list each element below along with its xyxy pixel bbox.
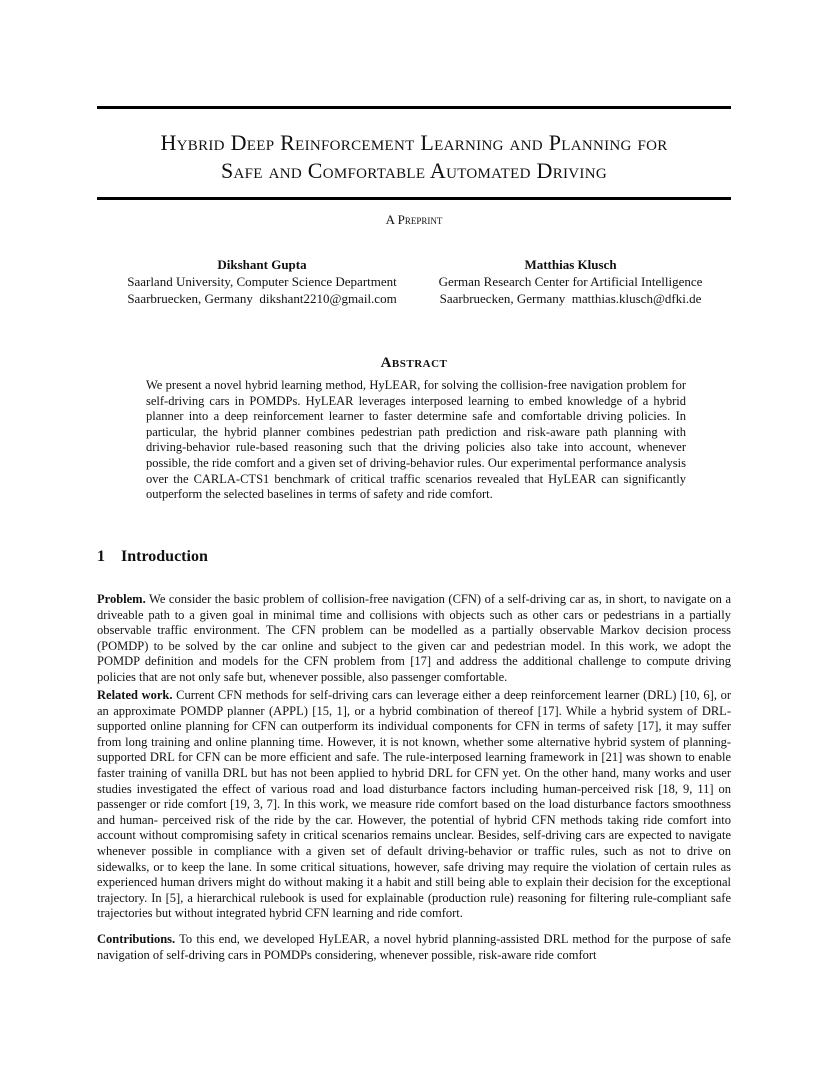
section-title: Introduction xyxy=(121,548,208,565)
author-name: Dikshant Gupta xyxy=(217,257,307,272)
paragraph-contributions xyxy=(97,932,731,963)
author-block-1 xyxy=(97,256,427,307)
paragraph-text: We consider the basic problem of collision-free navigation (CFN) of a self-driving car as, in short, to navigate on a driveable path to a given goal in minimal time and collisions with objects such as other cars or pedestrians in a partially observable traffic environment. The CFN problem can be modelled as a partially observable Markov decision process (POMDP) to be solved by the car online and subject to the given car and pedestrian model. In this work, we adopt the POMDP definition and models for the CFN problem from [17] and address the additional challenge to compute driving policies that are not only safe but, whenever possible, also passenger comfortable. xyxy=(97,592,731,684)
abstract-heading xyxy=(0,355,828,372)
section-heading xyxy=(97,548,208,566)
title-bottom-rule xyxy=(97,197,731,200)
author-affiliation: German Research Center for Artificial Intelligence xyxy=(438,274,703,289)
paper-title-line-2 xyxy=(97,156,731,186)
author-block-2 xyxy=(418,256,723,307)
abstract-body: We present a novel hybrid learning method, HyLEAR, for solving the collision-free navigation problem for self-driving cars in POMDPs. HyLEAR leverages interposed learning to embed knowledge of a hybrid planner into a deep reinforcement learner to faster determine safe and comfortable driving policies. In particular, the hybrid planner combines pedestrian path prediction and risk-aware path planning with driving-behavior rule-based reasoning such that the driving policies also take into account, whenever possible, the ride comfort and a given set of driving-behavior rules. Our experimental performance analysis over the CARLA-CTS1 benchmark of critical traffic scenarios revealed that HyLEAR can significantly outperform the selected baselines in terms of safety and ride comfort. xyxy=(146,378,686,502)
author-affiliation: Saarland University, Computer Science Department xyxy=(127,274,397,289)
paragraph-text: To this end, we developed HyLEAR, a novel hybrid planning-assisted DRL method for the purpose of safe navigation of self-driving cars in POMDPs considering, whenever possible, risk-aware ride comfort xyxy=(97,932,731,962)
paper-title-text-2: Safe and Comfortable Automated Driving xyxy=(221,158,607,183)
section-number: 1 xyxy=(97,548,105,565)
preprint-label-text: A Preprint xyxy=(385,212,443,227)
paragraph-related-work xyxy=(97,688,731,922)
author-location-email: Saarbruecken, Germany matthias.klusch@dfki.de xyxy=(439,291,702,306)
author-name: Matthias Klusch xyxy=(524,257,617,272)
paper-title-text-1: Hybrid Deep Reinforcement Learning and Planning for xyxy=(160,130,668,155)
paragraph-lead: Contributions. xyxy=(97,932,176,946)
author-location-email: Saarbruecken, Germany dikshant2210@gmail.com xyxy=(127,291,397,306)
paragraph-problem xyxy=(97,592,731,686)
paragraph-text: Current CFN methods for self-driving cars can leverage either a deep reinforcement learner (DRL) [10, 6], or an approximate POMDP planner (APPL) [15, 1], or a hybrid combination of thereof [17]. While a hybrid system of DRL-supported online planning for CFN can outperform its individual components for CFN in terms of safety [17], it may suffer from long training and online planning time. However, it is not known, whether some alternative hybrid system of planning-supported DRL for CFN can be more efficient and safe. The rule-interposed learning framework in [21] was shown to enable faster training of vanilla DRL but has not been applied to hybrid DRL for CFN yet. On the other hand, many works and user studies investigated the effect of various road and load disturbance factors including human-perceived risk [18, 9, 11] on passenger or ride comfort [19, 3, 7]. In this work, we measure ride comfort based on the load disturbance factors smoothness and human- perceived risk of the ride by the car. However, the potential of hybrid CFN methods taking ride comfort into account without compromising safety in critical scenarios remains unclear. Besides, self-driving cars are expected to navigate whenever possible in compliance with a given set of default driving-behavior or traffic rules, such as not to drive on sidewalks, or to keep the lane. In some critical situations, however, safe driving may require the violation of certain rules as experienced human drivers might do without making it a habit and still being able to explain their decision for the exceptional trajectory. In [5], a hierarchical rulebook is used for explainable (production rule) reasoning for filtering rule-compliant safe trajectories but without integrated hybrid CFN learning and ride comfort. xyxy=(97,688,731,921)
preprint-label xyxy=(0,212,828,228)
title-top-rule xyxy=(97,106,731,109)
paragraph-lead: Problem. xyxy=(97,592,146,606)
paragraph-lead: Related work. xyxy=(97,688,173,702)
abstract-heading-text: Abstract xyxy=(380,355,448,371)
paper-title-line-1 xyxy=(97,128,731,158)
